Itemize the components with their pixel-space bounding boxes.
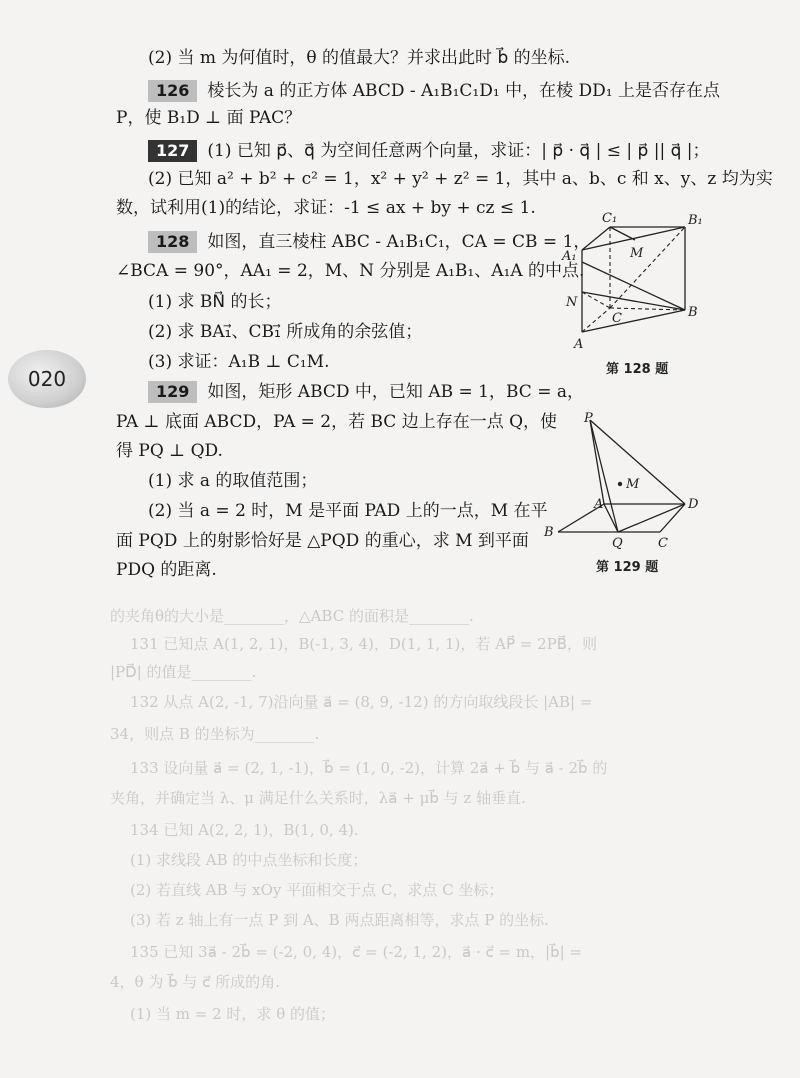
point-m xyxy=(618,482,622,486)
label-p: P xyxy=(584,411,593,426)
question-126 xyxy=(148,79,720,103)
bleed-line: (2) 若直线 AB 与 xOy 平面相交于点 C，求点 C 坐标； xyxy=(130,881,504,899)
bleed-line: 132 从点 A(2, -1, 7)沿向量 a⃗ = (8, 9, -12) 的方向取线段长 |AB| = xyxy=(130,693,593,711)
line-c-b1-hidden xyxy=(610,227,685,308)
label-d: D xyxy=(688,497,699,512)
label-c: C xyxy=(612,311,622,326)
edge-p-q xyxy=(590,420,618,532)
label-q: Q xyxy=(612,536,623,550)
question-127 xyxy=(148,139,710,163)
text-line: (3) 求证：A₁B ⊥ C₁M. xyxy=(148,352,330,372)
question-129 xyxy=(148,380,584,404)
text-line: 得 PQ ⊥ QD. xyxy=(116,441,223,461)
page-number: 020 xyxy=(27,367,67,391)
label-c1: C₁ xyxy=(602,212,618,226)
bleed-line: |PD⃗| 的值是________. xyxy=(110,663,257,681)
label-c: C xyxy=(658,536,668,550)
bleed-line: 134 已知 A(2, 2, 1)，B(1, 0, 4). xyxy=(130,821,359,839)
question-number: 128 xyxy=(148,231,197,253)
label-b: B xyxy=(688,305,698,320)
bleed-line: 131 已知点 A(1, 2, 1)，B(-1, 3, 4)，D(1, 1, 1)，若 AP⃗ = 2PB⃗，则 xyxy=(130,635,598,653)
text-line: (2) 当 a = 2 时，M 是平面 PAD 上的一点，M 在平 xyxy=(148,501,548,521)
figure-128-prism xyxy=(560,212,715,352)
bleed-line: (1) 求线段 AB 的中点坐标和长度； xyxy=(130,851,368,869)
line-c1-m xyxy=(610,227,635,240)
bleed-line: 135 已知 3a⃗ - 2b⃗ = (-2, 0, 4)，c⃗ = (-2, 1, 2)，a⃗ · c⃗ = m，|b⃗| = xyxy=(130,943,583,961)
question-number: 129 xyxy=(148,381,197,403)
text-line: 数，试利用(1)的结论，求证：-1 ≤ ax + by + cz ≤ 1. xyxy=(116,198,536,218)
edge-p-a xyxy=(590,420,604,504)
question-text: (1) 已知 p⃗、q⃗ 为空间任意两个向量，求证：| p⃗ · q⃗ | ≤ | p⃗ || q⃗ |； xyxy=(207,141,710,161)
label-a1: A₁ xyxy=(562,249,577,264)
text-line: P，使 B₁D ⊥ 面 PAC？ xyxy=(116,108,302,128)
label-n: N xyxy=(566,295,578,310)
figure-128-caption: 第 128 题 xyxy=(606,362,669,377)
text-line: (1) 求 a 的取值范围； xyxy=(148,471,318,491)
label-b1: B₁ xyxy=(688,213,703,228)
question-128 xyxy=(148,230,590,254)
label-a: A xyxy=(594,497,604,512)
question-text: 如图，直三棱柱 ABC - A₁B₁C₁，CA = CB = 1， xyxy=(207,232,591,252)
edge-a-b xyxy=(582,310,685,332)
text-line: (2) 当 m 为何值时，θ 的值最大？并求出此时 b⃗ 的坐标. xyxy=(148,48,571,68)
label-a: A xyxy=(574,337,584,352)
bleed-line: 4，θ 为 b⃗ 与 c⃗ 所成的角. xyxy=(110,973,280,991)
label-m: M xyxy=(626,477,640,492)
label-m: M xyxy=(630,246,644,261)
text-line: ∠BCA = 90°，AA₁ = 2，M、N 分别是 A₁B₁、A₁A 的中点. xyxy=(116,261,585,281)
bleed-line: 夹角，并确定当 λ、μ 满足什么关系时，λa⃗ + μb⃗ 与 z 轴垂直. xyxy=(110,789,526,807)
line-a1-b xyxy=(582,262,685,310)
text-line: PDQ 的距离. xyxy=(116,560,217,580)
text-line: (2) 求 BA₁⃗、CB₁⃗ 所成角的余弦值； xyxy=(148,322,423,342)
question-text: 如图，矩形 ABCD 中，已知 AB = 1，BC = a， xyxy=(207,382,584,402)
bleed-line: 34，则点 B 的坐标为________. xyxy=(110,725,320,743)
question-text: 棱长为 a 的正方体 ABCD - A₁B₁C₁D₁ 中，在棱 DD₁ 上是否存在点 xyxy=(207,81,720,101)
text-line: 面 PQD 上的射影恰好是 △PQD 的重心，求 M 到平面 xyxy=(116,531,529,551)
text-line: PA ⊥ 底面 ABCD，PA = 2，若 BC 边上存在一点 Q，使 xyxy=(116,412,558,432)
text-line: (1) 求 BN⃗ 的长； xyxy=(148,292,282,312)
question-number: 126 xyxy=(148,80,197,102)
figure-129-caption: 第 129 题 xyxy=(596,560,659,575)
bleed-line: (3) 若 z 轴上有一点 P 到 A、B 两点距离相等，求点 P 的坐标. xyxy=(130,911,549,929)
label-b: B xyxy=(544,525,554,540)
figure-129-pyramid xyxy=(540,410,715,550)
edge-q-d xyxy=(618,504,685,532)
edge-c-d xyxy=(660,504,685,532)
text-line: (2) 已知 a² + b² + c² = 1，x² + y² + z² = 1，其中 a、b、c 和 x、y、z 均为实 xyxy=(148,169,773,189)
bleed-line: 133 设向量 a⃗ = (2, 1, -1)，b⃗ = (1, 0, -2)，计算 2a⃗ + b⃗ 与 a⃗ - 2b⃗ 的 xyxy=(130,759,608,777)
page-number-tab xyxy=(8,350,86,408)
edge-a-q xyxy=(604,504,618,532)
bleed-line: (1) 当 m = 2 时，求 θ 的值； xyxy=(130,1005,335,1023)
bleed-line: 的夹角θ的大小是________，△ABC 的面积是________. xyxy=(110,607,474,625)
question-number: 127 xyxy=(148,140,197,162)
